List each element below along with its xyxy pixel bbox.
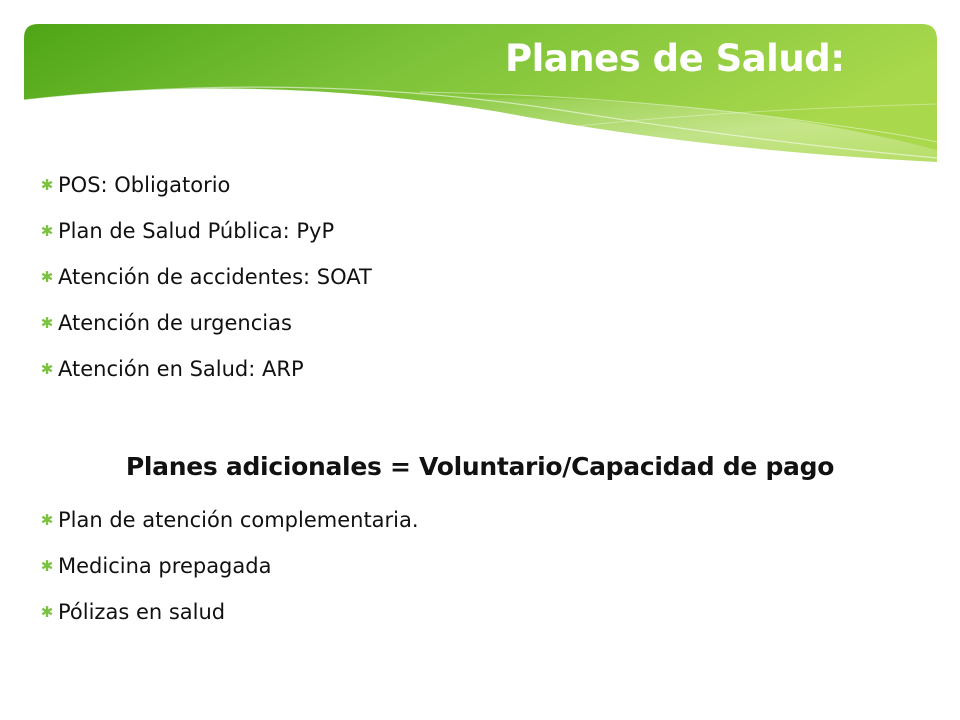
asterisk-bullet-icon: ✱ [40, 360, 54, 378]
list-item-text: Plan de Salud Pública: PyP [58, 219, 335, 243]
asterisk-bullet-icon: ✱ [40, 603, 54, 621]
section-subheading: Planes adicionales = Voluntario/Capacidad de pago [125, 452, 835, 481]
asterisk-bullet-icon: ✱ [40, 268, 54, 286]
slide-title: Planes de Salud: [505, 37, 845, 80]
title-banner [0, 0, 960, 180]
list-item [40, 346, 372, 392]
list-item-text: POS: Obligatorio [58, 173, 231, 197]
list-item-text: Pólizas en salud [58, 600, 226, 624]
list-item [40, 208, 372, 254]
list-item [40, 254, 372, 300]
asterisk-bullet-icon: ✱ [40, 222, 54, 240]
bullet-list-additional [40, 497, 419, 635]
list-item-text: Plan de atención complementaria. [58, 508, 419, 532]
list-item [40, 497, 419, 543]
list-item [40, 543, 419, 589]
list-item-text: Atención en Salud: ARP [58, 357, 304, 381]
asterisk-bullet-icon: ✱ [40, 511, 54, 529]
asterisk-bullet-icon: ✱ [40, 314, 54, 332]
list-item [40, 589, 419, 635]
list-item-text: Medicina prepagada [58, 554, 272, 578]
asterisk-bullet-icon: ✱ [40, 557, 54, 575]
list-item-text: Atención de urgencias [58, 311, 292, 335]
list-item [40, 162, 372, 208]
list-item-text: Atención de accidentes: SOAT [58, 265, 372, 289]
list-item [40, 300, 372, 346]
bullet-list-mandatory [40, 162, 372, 392]
asterisk-bullet-icon: ✱ [40, 176, 54, 194]
